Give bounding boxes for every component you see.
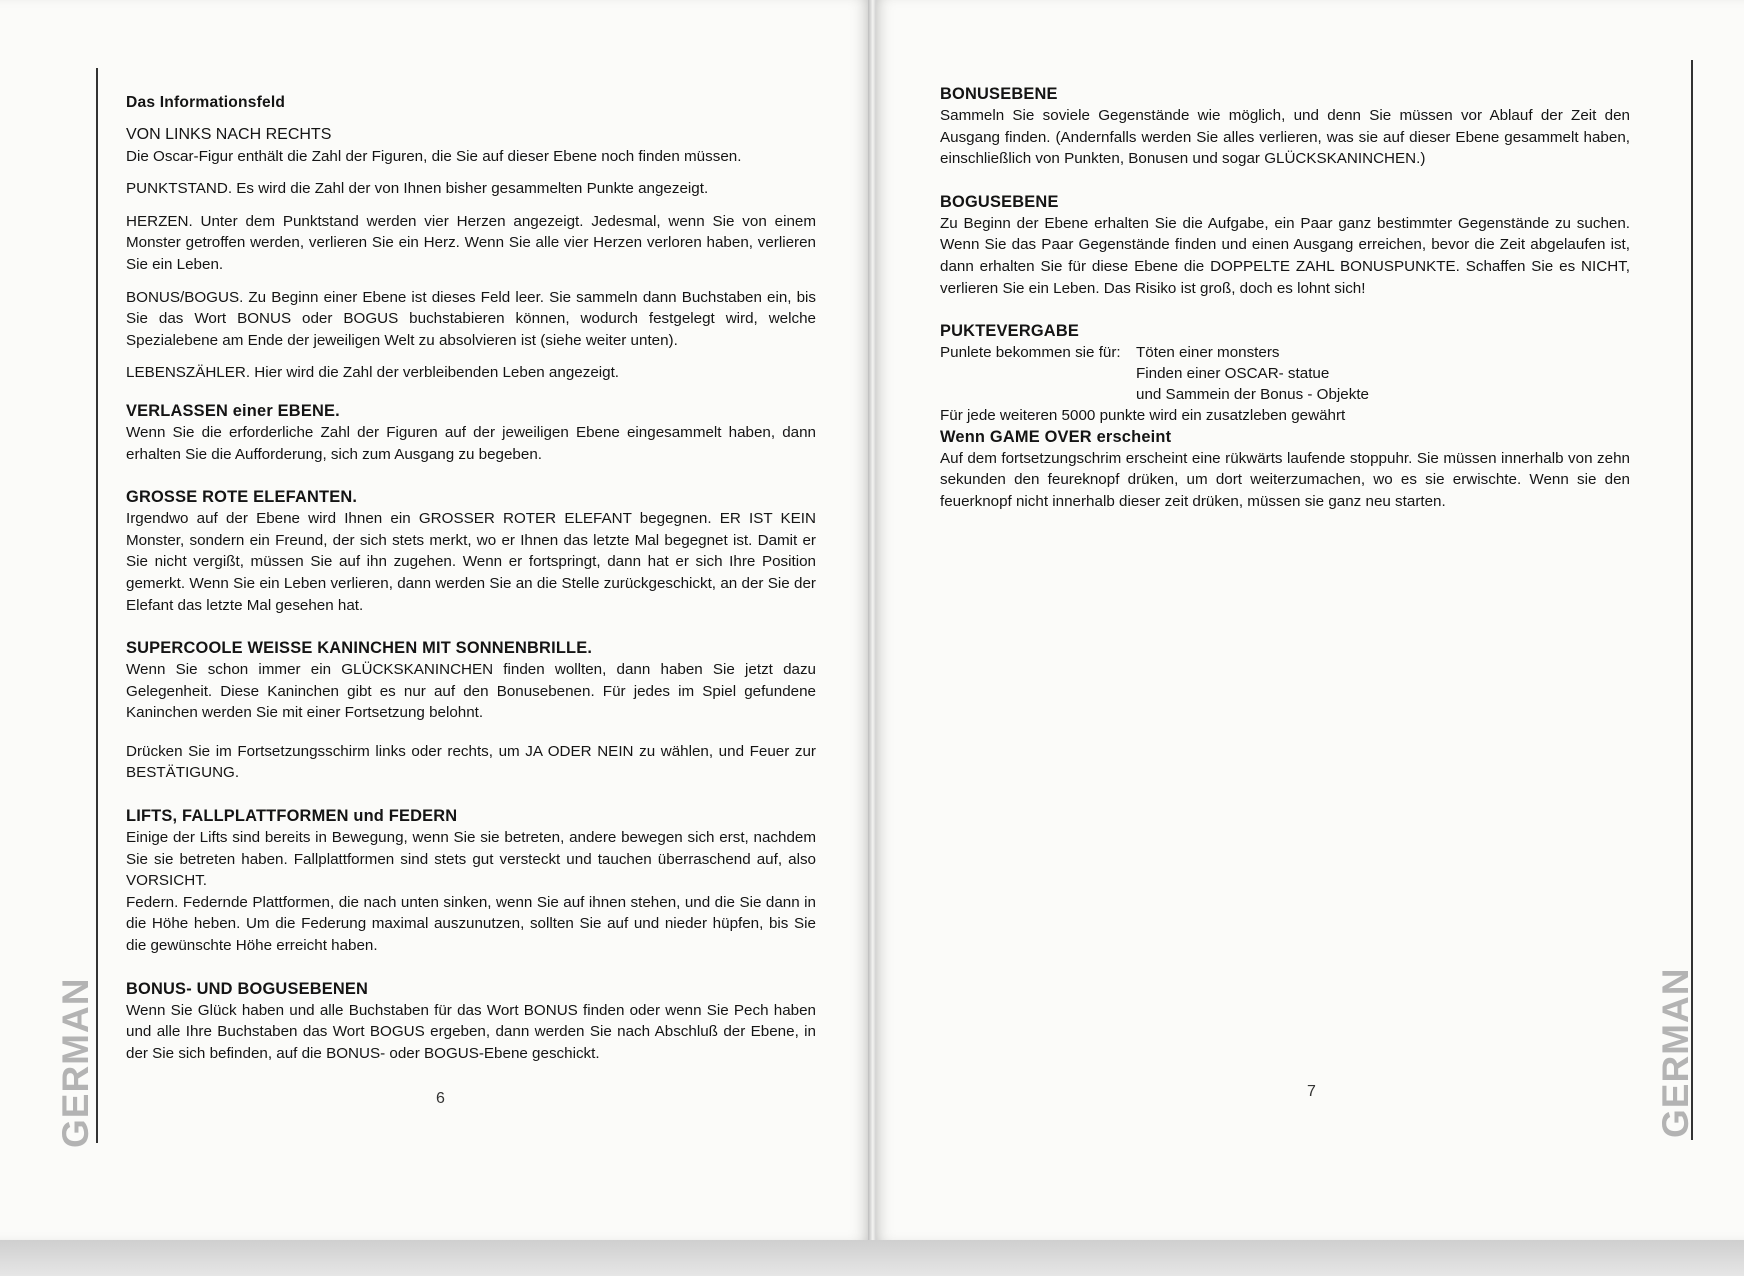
- page-number: 7: [1307, 1083, 1316, 1100]
- language-tab-right: GERMAN: [1655, 967, 1696, 1138]
- paragraph: LEBENSZÄHLER. Hier wird die Zahl der verbleibenden Leben angezeigt.: [126, 364, 620, 382]
- paragraph: Die Oscar-Figur enthält die Zahl der Figuren, die Sie auf dieser Ebene noch finden müssen.: [126, 147, 742, 165]
- section-bogusebene: [940, 192, 1630, 299]
- left-page: [0, 0, 872, 1240]
- paragraph: HERZEN. Unter dem Punktstand werden vier Herzen angezeigt. Jedesmal, wenn Sie von einem Monster getroffen werden, verlieren Sie ein Herz. Wenn Sie alle vier Herzen verloren haben, verlieren Sie ein Leben.: [126, 212, 816, 273]
- points-item: und Sammein der Bonus - Objekte: [1136, 386, 1369, 404]
- section-puktevergabe: [940, 321, 1630, 427]
- section-title: PUKTEVERGABE: [940, 322, 1080, 341]
- paragraph: Einige der Lifts sind bereits in Bewegung, wenn Sie sie betreten, andere bewegen sich erst, nachdem Sie sie betreten haben. Fallplattformen sind stets gut versteckt und tauchen überraschend auf, also VORSICHT.: [126, 829, 816, 890]
- paragraph: Irgendwo auf der Ebene wird Ihnen ein GROSSER ROTER ELEFANT begegnen. ER IST KEIN Monster, sondern ein Freund, der sich stets merkt, wo er Ihnen das letzte Mal begegnet ist. Damit er Sie nicht vergißt, müssen Sie auf ihn zugehen. Wenn er fortspringt, dann hat er sich Ihre Position gemerkt. Wenn Sie ein Leben verlieren, dann werden Sie an die Stelle zurückgeschickt, an der Sie der Elefant das letzte Mal gesehen hat.: [126, 510, 816, 614]
- paragraph: Zu Beginn der Ebene erhalten Sie die Aufgabe, ein Paar ganz bestimmter Gegenstände zu suchen. Wenn Sie das Paar Gegenstände finden und einen Ausgang erreichen, bevor die Zeit abgelaufen ist, dann erhalten Sie für diese Ebene die DOPPELTE ZAHL BONUSPUNKTE. Schaffen Sie es NICHT, verlieren Sie ein Leben. Das Risiko ist groß, doch es lohnt sich!: [940, 214, 1630, 297]
- section-kaninchen: [126, 638, 816, 784]
- paragraph: Wenn Sie die erforderliche Zahl der Figuren auf der jeweiligen Ebene eingesammelt haben, dann erhalten Sie die Aufforderung, sich zum Ausgang zu begeben.: [126, 423, 816, 463]
- section-title: Wenn GAME OVER erscheint: [940, 427, 1172, 446]
- language-tab-left: GERMAN: [55, 977, 96, 1148]
- section-title: Das Informationsfeld: [126, 94, 286, 111]
- paragraph: Drücken Sie im Fortsetzungsschirm links oder rechts, um JA ODER NEIN zu wählen, und Feuer zur BESTÄTIGUNG.: [126, 742, 816, 782]
- section-title: LIFTS, FALLPLATTFORMEN und FEDERN: [126, 807, 458, 826]
- right-page-text: [940, 84, 1630, 513]
- section-title: BOGUSEBENE: [940, 192, 1059, 211]
- section-title: GROSSE ROTE ELEFANTEN.: [126, 488, 358, 507]
- section-elefanten: [126, 487, 816, 616]
- paragraph: Wenn Sie schon immer ein GLÜCKSKANINCHEN finden wollten, dann haben Sie jetzt dazu Gelegenheit. Diese Kaninchen gibt es nur auf den Bonusebenen. Für jedes im Spiel gefundene Kaninchen werden Sie mit einer Fortsetzung belohnt.: [126, 661, 816, 722]
- section-informationsfeld: [126, 92, 816, 384]
- section-game-over: [940, 427, 1630, 513]
- section-verlassen: [126, 401, 816, 465]
- section-title: VERLASSEN einer EBENE.: [126, 401, 340, 420]
- section-title: SUPERCOOLE WEISSE KANINCHEN MIT SONNENBRILLE.: [126, 639, 593, 658]
- left-page-text: [126, 92, 816, 1064]
- points-list: [940, 342, 1630, 405]
- book-gutter: [868, 0, 876, 1240]
- section-bonus-bogus: [126, 979, 816, 1065]
- section-title: BONUS- UND BOGUSEBENEN: [126, 979, 369, 998]
- section-bonusebene: [940, 84, 1630, 170]
- paragraph: Für jede weiteren 5000 punkte wird ein zusatzleben gewährt: [940, 407, 1346, 425]
- section-lifts: [126, 806, 816, 957]
- points-item: Finden einer OSCAR- statue: [1136, 365, 1330, 383]
- right-page: [872, 0, 1744, 1240]
- paragraph: Federn. Federnde Plattformen, die nach unten sinken, wenn Sie auf ihnen stehen, und die Sie dann in die Höhe heben. Um die Federung maximal auszunutzen, sollten Sie auf und nieder hüpfen, bis Sie die gewünschte Höhe erreicht haben.: [126, 893, 816, 955]
- paragraph: Auf dem fortsetzungschrim erscheint eine rükwärts laufende stoppuhr. Sie müssen innerhalb von zehn sekunden den feureknopf drüken, um dort weiterzumachen, wo es sie erwischte. Wenn sie den feuerknopf nicht innerhalb dieser zeit drüken, müssen sie ganz neu starten.: [940, 449, 1630, 510]
- paragraph: Wenn Sie Glück haben und alle Buchstaben für das Wort BONUS finden oder wenn Sie Pech haben und alle Ihre Buchstaben das Wort BOGUS ergeben, dann werden Sie nach Abschluß der Ebene, in der Sie sich befinden, auf die BONUS- oder BOGUS-Ebene geschickt.: [126, 1001, 816, 1062]
- page-number: 6: [436, 1090, 445, 1107]
- paragraph: Sammeln Sie soviele Gegenstände wie möglich, und denn Sie müssen vor Ablauf der Zeit den Ausgang finden. (Andernfalls werden Sie alles verlieren, was sie auf dieser Ebene gesammelt haben, einschließlich von Punkten, Bonusen und sogar GLÜCKSKANINCHEN.): [940, 107, 1630, 168]
- paragraph: PUNKTSTAND. Es wird die Zahl der von Ihnen bisher gesammelten Punkte angezeigt.: [126, 180, 709, 198]
- paragraph: BONUS/BOGUS. Zu Beginn einer Ebene ist dieses Feld leer. Sie sammeln dann Buchstaben ein, bis Sie das Wort BONUS oder BOGUS buchstabieren können, wodurch festgelegt wird, welche Spezialebene am Ende der jeweiligen Welt zu absolvieren ist (siehe weiter unten).: [126, 288, 816, 349]
- section-title: BONUSEBENE: [940, 85, 1058, 103]
- scan-bottom-edge: [0, 1240, 1744, 1276]
- points-item: Töten einer monsters: [1136, 344, 1280, 362]
- points-lead: Punlete bekommen sie für:: [940, 344, 1121, 362]
- section-subtitle: VON LINKS NACH RECHTS: [126, 126, 332, 143]
